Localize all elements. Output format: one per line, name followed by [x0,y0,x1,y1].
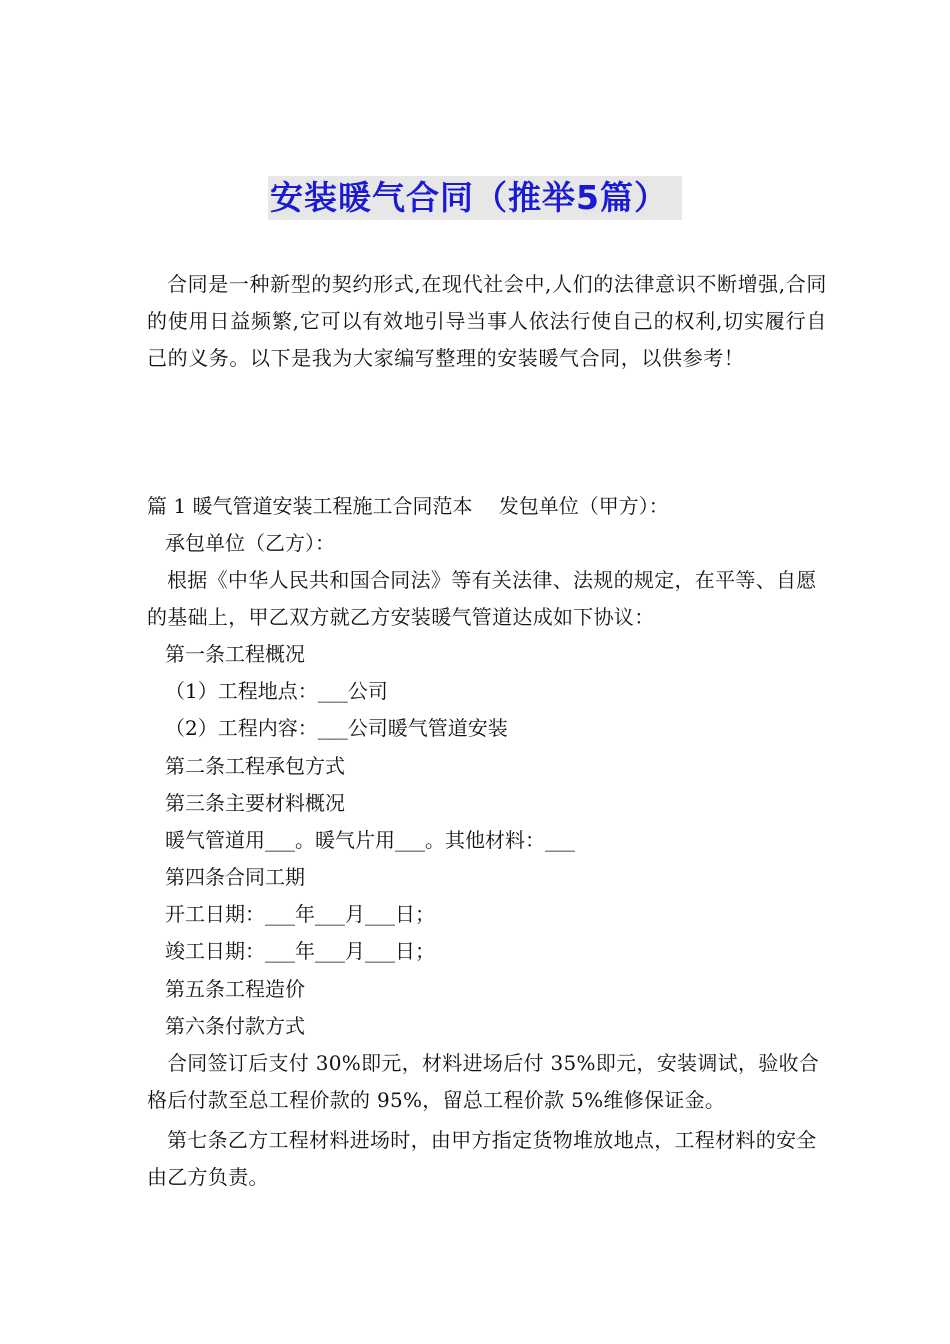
article-3-body: 暖气管道用___。暖气片用___。其他材料：___ [165,828,575,852]
article-6-title: 第六条付款方式 [165,1014,305,1038]
article-4-title: 第四条合同工期 [165,865,305,889]
article-4-start-date: 开工日期：___年___月___日； [165,902,435,926]
article-4-end-date: 竣工日期：___年___月___日； [165,939,435,963]
document-title: 安装暖气合同（推举5篇） [268,176,682,220]
contractor-line: 承包单位（乙方）： [165,531,335,555]
article-2-title: 第二条工程承包方式 [165,754,345,778]
article-1-item-1: （1）工程地点：___公司 [165,679,388,703]
article-5-title: 第五条工程造价 [165,977,305,1001]
title-container [0,176,950,220]
article-6-body: 合同签订后支付 30%即元，材料进场后付 35%即元，安装调试，验收合格后付款至总工程价款的 95%，留总工程价款 5%维修保证金。 [147,1051,820,1112]
article-1-item-2: （2）工程内容：___公司暖气管道安装 [165,716,508,740]
intro-paragraph: 合同是一种新型的契约形式,在现代社会中,人们的法律意识不断增强,合同的使用日益频繁,它可以有效地引导当事人依法行使自己的权利,切实履行自己的义务。以下是我为大家编写整理的安装暖气合同，以供参考！ [147,272,827,370]
section-heading: 篇 1 暖气管道安装工程施工合同范本 发包单位（甲方）： [147,494,669,518]
article-1-title: 第一条工程概况 [165,642,305,666]
article-7-body: 第七条乙方工程材料进场时，由甲方指定货物堆放地点，工程材料的安全由乙方负责。 [147,1128,817,1189]
article-3-title: 第三条主要材料概况 [165,791,345,815]
basis-paragraph: 根据《中华人民共和国合同法》等有关法律、法规的规定，在平等、自愿的基础上，甲乙双方就乙方安装暖气管道达成如下协议： [147,568,817,629]
